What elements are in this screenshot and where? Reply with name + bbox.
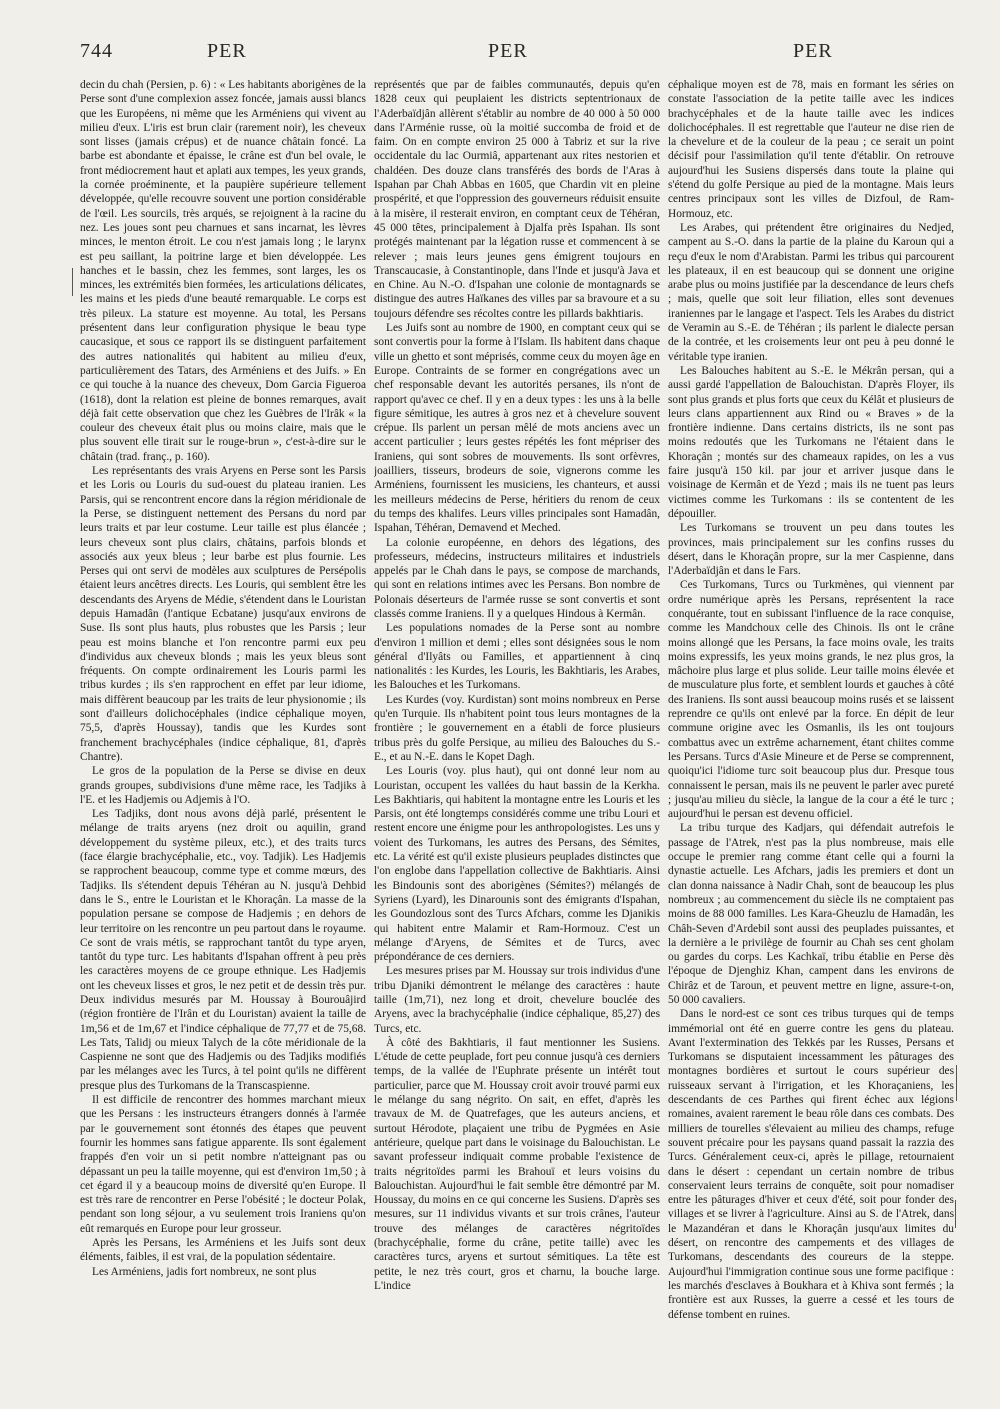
paragraph: Les Balouches habitent au S.-E. le Mékrân persan, qui a aussi gardé l'appellation de Balouchistan. D'après Floyer, ils sont plus grands et plus forts que ceux du Kélât et plusieurs de leurs clans appartiennent aux Rind ou « Braves » de la frontière indienne. Dans certains districts, ils ne sont pas moins redoutés que les Turkomans ne l'étaient dans le Khoraçân ; montés sur des chameaux rapides, on les a vus faire jusqu'à 150 kil. par jour et arriver jusque dans le voisinage de Kermân et de Yezd ; mais ils ne tuent pas leurs victimes comme les Turkomans : ils se contentent de les dépouiller.: [668, 364, 954, 520]
running-head-center: PER: [488, 40, 528, 62]
paragraph: céphalique moyen est de 78, mais en formant les séries on constate l'association de la petite taille avec les indices brachycéphales et de la haute taille avec les indices dolichocéphales. Il est regrettable que l'auteur ne dise rien de la chevelure et de la couleur de la peau ; ce serait un point décisif pour l'assimilation qu'il tente d'établir. On retrouve aujourd'hui les Susiens dispersés dans toute la plaine qui s'étend du golfe Persique au pied de la montagne. Mais leurs centres principaux sont les villes de Dizfoul, de Ram-Hormouz, etc.: [668, 79, 954, 220]
paragraph: La tribu turque des Kadjars, qui défendait autrefois le passage de l'Atrek, n'est pas la plus nombreuse, mais elle occupe le premier rang comme étant celle qui a fourni la dynastie actuelle. Les Afchars, jadis les premiers et dont un clan donna naissance à Nadir Chah, sont de beaucoup les plus nombreux ; au commencement du siècle ils ne comptaient pas moins de 88 000 familles. Les Kara-Gheuzlu de Hamadân, les Châh-Seven d'Ardebil sont aussi des peuplades puissantes, et la dernière a le privilège de fournir au Chah ses cent gholam ou gardes du corps. Les Kachkaï, tribu établie en Perse dès l'époque de Djenghiz Khan, campent dans les environs de Chirâz et de Taroun, et peuvent mettre en ligne, assure-t-on, 50 000 cavaliers.: [668, 822, 954, 1006]
running-head-left: PER: [207, 40, 247, 62]
paragraph: decin du chah (Persien, p. 6) : « Les habitants aborigènes de la Perse sont d'une complexion assez foncée, jamais aussi blancs que les Européens, ni même que les Arméniens qui vivent au milieu d'eux. L'iris est brun clair (rarement noir), les cheveux sont lisses (jamais crépus) et de nuance châtain foncé. La barbe est abondante et épaisse, le crâne est d'un bel ovale, le front médiocrement haut et aplati aux tempes, les yeux grands, la cornée proéminente, et la paupière supérieure tellement développée, qu'elle recouvre souvent une portion considérable de l'œil. Les sourcils, très arqués, se rejoignent à la racine du nez. Les joues sont peu charnues et sans incarnat, les lèvres minces, le menton étroit. Le cou n'est jamais long ; le larynx est peu saillant, la poitrine large et bien développée. Les hanches et le bassin, chez les femmes, sont larges, les os minces, les extrémités bien formées, les articulations délicates, les mains et les pieds d'une beauté remarquable. Le corps est très pileux. La stature est moyenne. Au total, les Persans présentent dans leur configuration physique le beau type caucasique, et sous ce rapport ils se distinguent parfaitement des autres nationalités qui habitent au milieu d'eux, particulièrement des Tatars, des Arméniens et des Juifs. » En ce qui touche à la nuance des cheveux, Dom Garcia Figueroa (1618), dont la relation est pleine de bonnes remarques, avait déjà fait cette observation que chez les Guèbres de l'Irâk « la couleur des cheveux était plus ou moins claire, mais que le plus souvent elle tirait sur le rouge-brun », c'est-à-dire sur le châtain (trad. franç., p. 160).: [80, 79, 366, 463]
paragraph: Les mesures prises par M. Houssay sur trois individus d'une tribu Djaniki démontrent le mélange des caractères : haute taille (1m,71), nez long et droit, chevelure bouclée des Aryens, avec la brachycéphalie (indice céphalique, 85,27) des Turcs, etc.: [374, 965, 660, 1035]
paragraph: La colonie européenne, en dehors des légations, des professeurs, médecins, instructeurs militaires et industriels appelés par le Chah dans le pays, se compose de marchands, qui sont en relations intimes avec les Persans. Bon nombre de Polonais déserteurs de l'armée russe se sont convertis et sont classés comme Iraniens. Il y a quelques Hindous à Kermân.: [374, 536, 660, 620]
margin-mark: [72, 268, 73, 296]
paragraph: représentés que par de faibles communautés, depuis qu'en 1828 ceux qui peuplaient les districts septentrionaux de l'Aderbaïdjân allèrent s'établir au nombre de 40 000 à 50 000 dans l'Arménie russe, où la moitié succomba de froid et de faim. On en compte environ 25 000 à Tabriz et sur la rive occidentale du lac Ourmiâ, appartenant aux rites nestorien et chaldéen. Des douze clans transférés des bords de l'Aras à Ispahan par Chah Abbas en 1605, que Chardin vit en pleine prospérité, et que l'oppression des gouverneurs réduisit ensuite à la misère, il resterait environ, en comptant ceux de Téhéran, 45 000 têtes, principalement à Djalfa près Ispahan. Ils sont protégés maintenant par la légation russe et commencent à se relever ; mais leurs jeunes gens émigrent toujours en Transcaucasie, à Constantinople, dans l'Inde et jusqu'à Java et en Chine. Au N.-O. d'Ispahan une colonie de montagnards se distingue des autres Haïkanes des villes par sa bravoure et a su toujours défendre ses récoltes contre les pillards bakhtiaris.: [374, 79, 660, 320]
paragraph: Les représentants des vrais Aryens en Perse sont les Parsis et les Loris ou Louris du sud-ouest du plateau iranien. Les Parsis, qui se rencontrent encore dans la région méridionale de la Perse, se distinguent nettement des Persans du nord par leurs traits et par leur costume. Leur taille est plus élancée ; leurs cheveux sont plus clairs, châtains, parfois blonds et associés aux yeux bleus ; leur barbe est plus fournie. Les Perses qui ont servi de modèles aux sculptures de Persépolis étaient leurs ancêtres directs. Les Louris, qui semblent être les descendants des Aryens de Médie, s'étendent dans le Louristan depuis Hamadân (l'antique Ecbatane) jusqu'aux environs de Suse. Ils sont plus hauts, plus robustes que les Parsis ; leur peau est moins blanche et l'on rencontre parmi eux peu d'individus aux cheveux blonds ; mais les yeux bleus sont fréquents. On compte ordinairement les Louris parmi les tribus kurdes ; ils s'en rapprochent en effet par leur idiome, mais diffèrent beaucoup par les traits de leur physionomie ; ils sont d'ailleurs dolichocéphales (indice céphalique moyen, 75,5, d'après Houssay), tandis que les Kurdes sont franchement brachycéphales (indice céphalique, 81, d'après Chantre).: [80, 465, 366, 763]
paragraph: Les Juifs sont au nombre de 1900, en comptant ceux qui se sont convertis pour la forme à l'Islam. Ils habitent dans chaque ville un ghetto et sont méprisés, comme ceux du moyen âge en Europe. Contraints de se former en congrégations avec un chef responsable devant les autorités persanes, ils n'ont de rapport qu'avec ce chef. Il y en a deux types : les uns à la belle figure sémitique, les autres à gros nez et à chevelure souvent crépue. Ils parlent un persan mêlé de mots anciens avec un accent particulier ; leurs gestes répétés les font mépriser des Iraniens, qui sont sobres de mouvements. Ils sont orfèvres, joailliers, tisseurs, brodeurs de soie, vignerons comme les Arméniens, fournissent les musiciens, les chanteurs, et aussi les meilleurs médecins de Perse, héritiers du renom de ceux du temps des khalifes. Leurs villes principales sont Hamadân, Ispahan, Téhéran, Demavend et Meched.: [374, 322, 660, 535]
text-column-middle: [374, 78, 660, 1368]
paragraph: Les Arméniens, jadis fort nombreux, ne sont plus: [92, 1265, 317, 1278]
paragraph: Les Kurdes (voy. Kurdistan) sont moins nombreux en Perse qu'en Turquie. Ils n'habitent point tous leurs montagnes de la frontière ; le gouvernement en a établi de force plusieurs tribus près du golfe Persique, au milieu des Balouches du S.-E., et au N.-E. dans le Kopet Dagh.: [374, 693, 660, 763]
paragraph: Les Louris (voy. plus haut), qui ont donné leur nom au Louristan, occupent les vallées du haut bassin de la Kerkha. Les Bakhtiaris, qui habitent la montagne entre les Louris et les Parsis, ont été longtemps considérés comme une tribu Louri et restent encore une énigme pour les anthropologistes. Les uns y voient des Turkomans, les autres des Persans, des Sémites, etc. La vérité est qu'il existe plusieurs peuplades distinctes que l'on englobe dans l'appellation collective de Bakhtiaris. Ainsi les Bindounis sont des aborigènes (Sémites?) mélangés de Syriens (Lyard), les Dinarounis sont des émigrants d'Ispahan, les Goundozlous sont des Turcs Afchars, comme les Djanikis qui habitent entre Malamir et Ram-Hormouz. C'est un mélange d'Aryens, de Sémites et de Turcs, avec prépondérance de ces derniers.: [374, 765, 660, 964]
paragraph: Ces Turkomans, Turcs ou Turkmènes, qui viennent par ordre numérique après les Persans, représentent la race conquérante, tout en subissant l'influence de la race conquise, comme les Mandchoux celle des Chinois. Ils ont le crâne moins allongé que les Persans, la face moins ovale, les traits moins expressifs, les yeux moins grands, le nez plus gros, la mâchoire plus large et plus solide. Leur taille moins élevée et de musculature plus forte, et semblent lourds et gauches à côté des Iraniens. Ils sont aussi beaucoup moins rusés et se laissent reprendre ce qu'ils ont enlevé par la force. En dépit de leur commune origine avec les Osmanlis, ils les ont toujours combattus avec un extrême acharnement, étant chiites comme les Persans. Turcs d'Asie Mineure et de Perse se comprennent, quoiqu'ici l'idiome turc soit beaucoup plus dur. Presque tous connaissent le persan, mais ils ne peuvent le parler avec pureté ; jusqu'au milieu du siècle, la langue de la cour a été le turc ; aujourd'hui le persan est devenu officiel.: [668, 579, 954, 821]
paragraph: Les populations nomades de la Perse sont au nombre d'environ 1 million et demi ; elles sont désignées sous le nom général d'Ilyâts ou Familles, et appartiennent à cinq nationalités : les Kurdes, les Louris, les Bakhtiaris, les Arabes, les Balouches et les Turkomans.: [374, 622, 660, 692]
paragraph: Les Turkomans se trouvent un peu dans toutes les provinces, mais principalement sur les confins russes du désert, dans le Khoraçân propre, sur la mer Caspienne, dans l'Aderbaïdjân et dans le Fars.: [668, 522, 954, 578]
paragraph: Les Arabes, qui prétendent être originaires du Nedjed, campent au S.-O. dans la partie de la plaine du Karoun qui a reçu d'eux le nom d'Arabistan. Parmi les tribus qui parcourent les plateaux, il en est beaucoup qui se donnent une origine arabe plus ou moins justifiée par la descendance de leurs chefs ; mais, quelle que soit leur filiation, elles sont devenues iraniennes par le langage et l'aspect. Tels les Arabes du district de Veramin au S.-E. de Téhéran ; ils parlent le dialecte persan de la contrée, et les croisements leur ont peu à peu donné le véritable type iranien.: [668, 221, 954, 363]
margin-mark: [956, 1065, 957, 1101]
running-head-right: PER: [793, 40, 833, 62]
paragraph: Les Tadjiks, dont nous avons déjà parlé, présentent le mélange de traits aryens (nez droit ou aquilin, grand développement du système pileux, etc.), et des traits turcs (face élargie brachycéphalie, etc., voy. Tadjik). Les Hadjemis se rapprochent beaucoup, comme type et comme mœurs, des Tadjiks. Ils s'étendent depuis Téhéran au N. jusqu'à Dehbid dans le S., entre le Louristan et le Khoraçân. La masse de la population persane se compose de Hadjemis ; en dehors de leur territoire on les rencontre un peu partout dans le royaume. Ce sont de vrais métis, se rapprochant tantôt du type aryen, tantôt du type turc. Les habitants d'Ispahan offrent à peu près les caractères moyens de ce groupe ethnique. Les Hadjemis ont les cheveux lisses et gros, le nez petit et de dessin très pur. Deux individus mesurés par M. Houssay à Bourouâjird (région frontière de l'Irân et du Louristan) avaient la taille de 1m,56 et de 1m,67 et l'indice céphalique de 77,77 et de 75,68. Les Tats, Talidj ou mieux Talych de la côte méridionale de la Caspienne ne sont que des Hadjemis ou des Tadjiks modifiés par les mélanges avec les Turcs, à tel point qu'ils ne diffèrent presque plus des Turkomans de la Transcaspienne.: [80, 808, 366, 1092]
paragraph: Le gros de la population de la Perse se divise en deux grands groupes, subdivisions d'une même race, les Tadjiks à l'E. et les Hadjemis ou Adjemis à l'O.: [80, 765, 366, 806]
paragraph: Après les Persans, les Arméniens et les Juifs sont deux éléments, faibles, il est vrai, de la population sédentaire.: [80, 1237, 366, 1264]
paragraph: À côté des Bakhtiaris, il faut mentionner les Susiens. L'étude de cette peuplade, fort peu connue jusqu'à ces derniers temps, de la vallée de l'Euphrate présente un intérêt tout particulier, parce que M. Houssay croit avoir trouvé parmi eux le mélange du sang négrito. On sait, en effet, d'après les travaux de M. de Quatrefages, que les auteurs anciens, et surtout Hérodote, plaçaient une tribu de Pygmées en Asie antérieure, quelque part dans le voisinage du Balouchistan. Le savant professeur indiquait comme probable l'existence de traits négritoïdes parmi les Brahouï et leurs voisins du Balouchistan. Aujourd'hui le fait semble être démontré par M. Houssay, du moins en ce qui concerne les Susiens. D'après ses mesures, sur 11 individus vivants et sur trois crânes, l'auteur trouve des mélanges de caractères négritoïdes (brachycéphalie, forme du crâne, petite taille) avec les caractères turcs, aryens et surtout sémitiques. La tête est petite, le nez très court, gros et charnu, la bouche large. L'indice: [374, 1036, 660, 1292]
text-column-left: [80, 78, 366, 1368]
margin-mark: [955, 1200, 956, 1228]
paragraph: Il est difficile de rencontrer des hommes marchant mieux que les Persans : les instructeurs étrangers donnés à l'armée par le gouvernement sont étonnés des étapes que peuvent fournir les hommes sans fatigue apparente. Ils sont également frappés d'en voir un si petit nombre n'atteignant pas ou dépassant un peu la taille moyenne, qui est d'environ 1m,50 ; à cet égard il y a beaucoup moins de diversité qu'en Europe. Il est très rare de rencontrer en Perse l'obésité ; le docteur Polak, pendant son long séjour, a vu seulement trois Iraniens qu'on eût remarqués en Europe pour leur grosseur.: [80, 1094, 366, 1235]
text-column-right: [668, 78, 954, 1368]
paragraph: Dans le nord-est ce sont ces tribus turques qui de temps immémorial ont été en guerre contre les gens du plateau. Avant l'extermination des Tekkés par les Russes, Persans et Turkomans se disputaient incessamment les pâturages des montagnes bordières et surtout le cours supérieur des ruisseaux servant à l'irrigation, et les Khoraçaniens, les descendants de ces Parthes qui firent échec aux légions romaines, avaient rarement le beau rôle dans ces combats. Des milliers de tourelles s'élevaient au milieu des champs, refuge souvent précaire pour les paysans quand passait la razzia des Turcs. Généralement ceux-ci, après le pillage, retournaient dans le désert : cependant un certain nombre de tribus conservaient leurs terrains de conquête, soit pour nomadiser entre les pâturages d'hiver et ceux d'été, soit pour fonder des villages et se livrer à l'agriculture. Ainsi au S. de l'Atrek, dans le Mazandéran et dans le Khoraçân jusqu'aux limites du désert, on rencontre des campements et des villages de Turkomans, descendants des coureurs de la steppe. Aujourd'hui l'immigration continue sous une forme pacifique : les marchés d'esclaves à Boukhara et à Khiva sont fermés ; la frontière est aux Russes, la guerre a cessé et les tours de défense tombent en ruines.: [668, 1008, 954, 1321]
page-number: 744: [80, 40, 113, 62]
